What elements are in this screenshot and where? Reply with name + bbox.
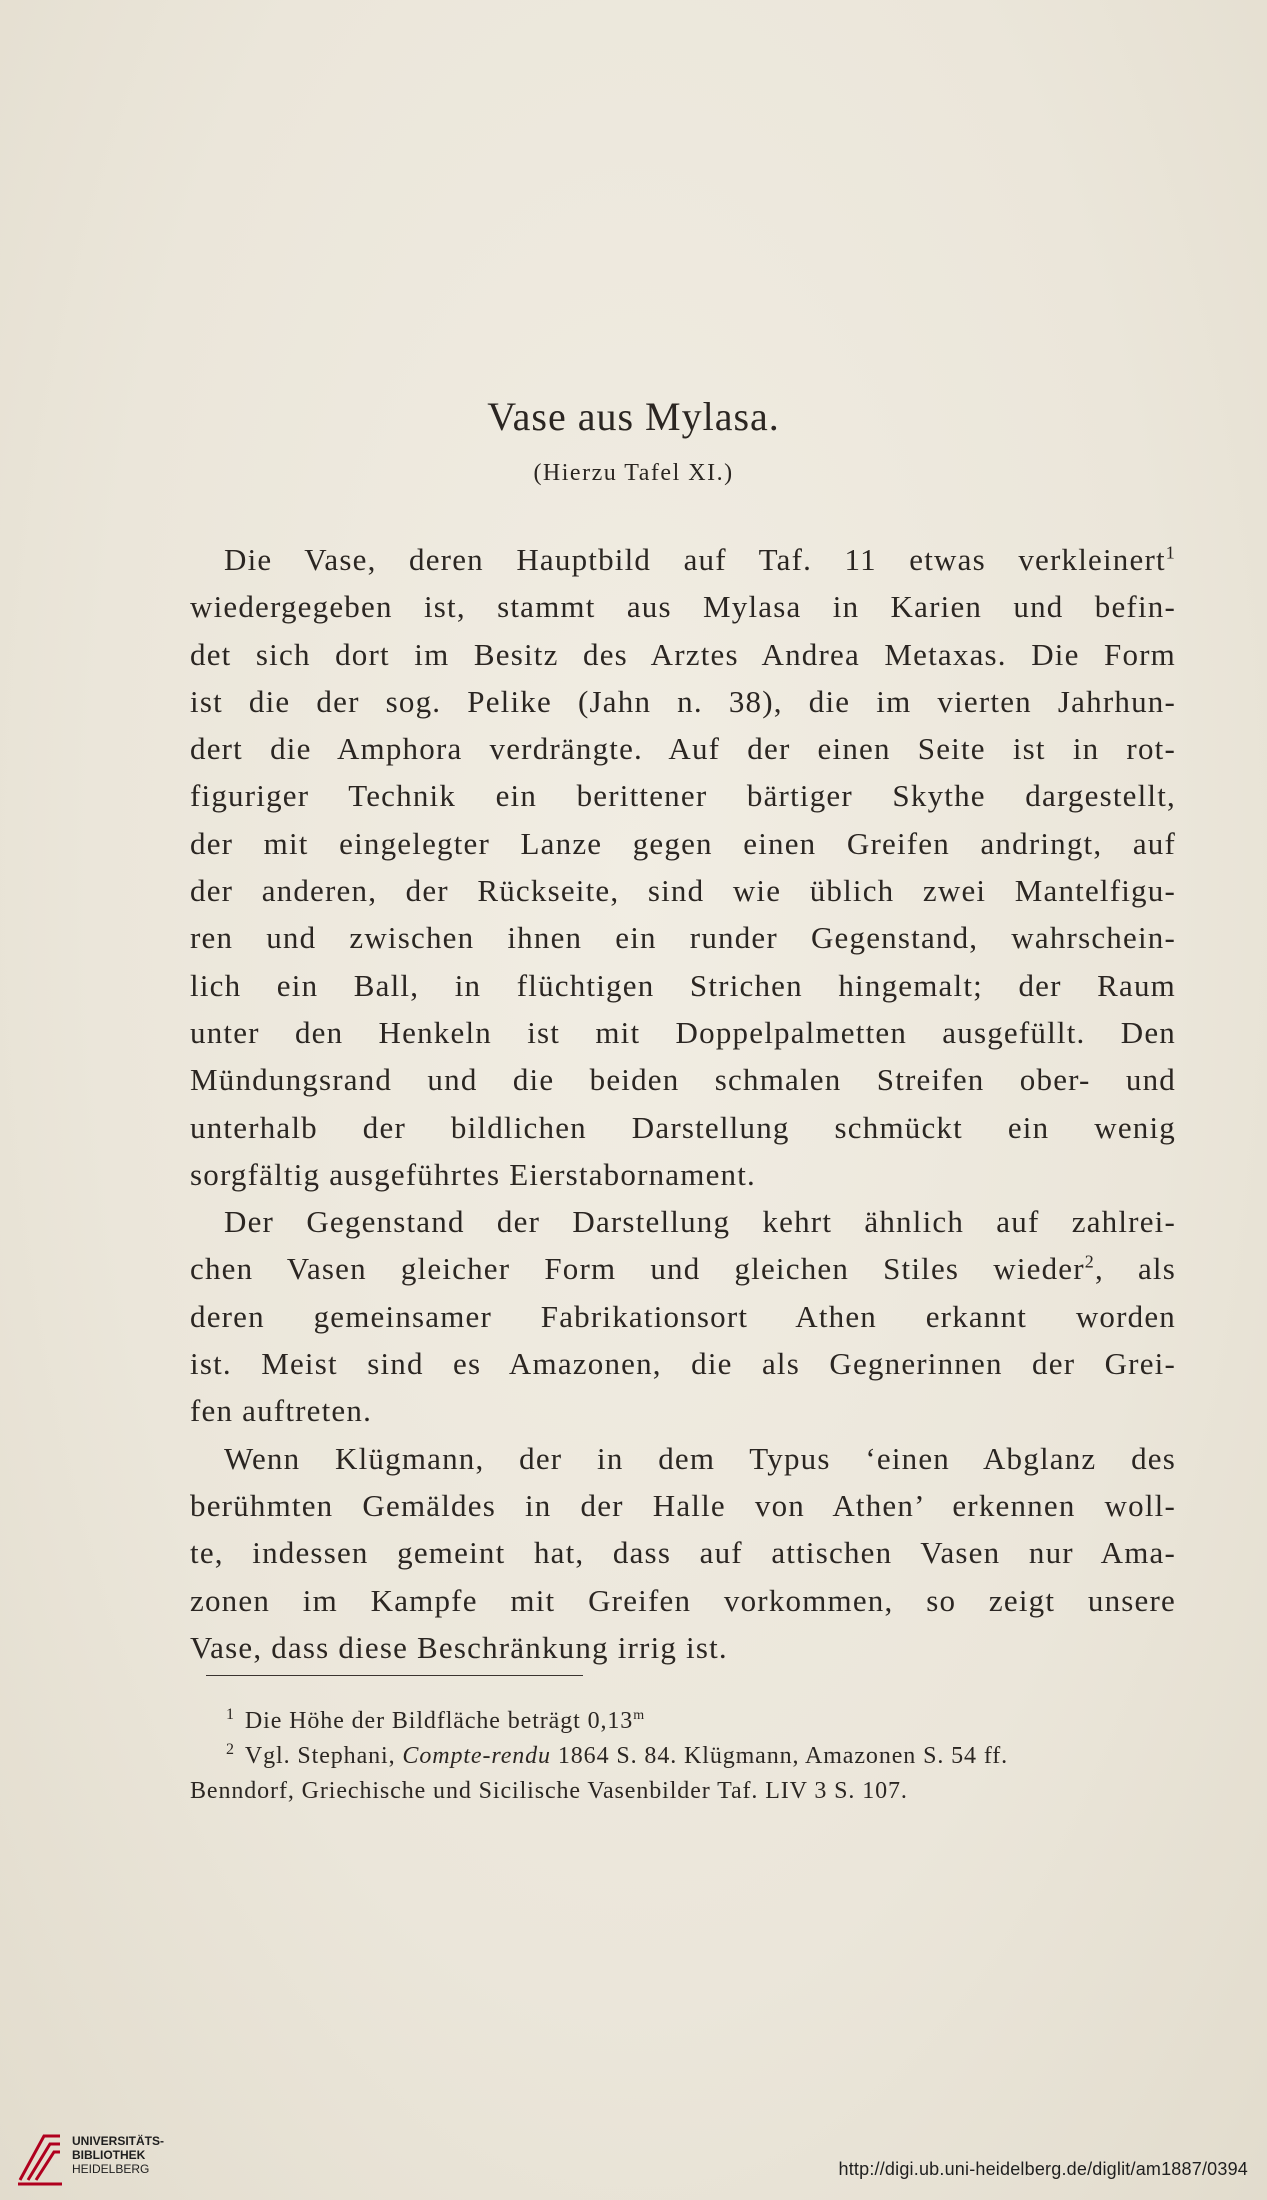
text-line: Der Gegenstand der Darstellung kehrt ähnlich auf zahlrei- xyxy=(224,1204,1176,1240)
footnote-italic-title: Compte-rendu xyxy=(402,1743,551,1769)
text-line: det sich dort im Besitz des Arztes Andrea Metaxas. Die Form xyxy=(190,636,1176,672)
text-line: berühmten Gemäldes in der Halle von Athen’ erkennen woll- xyxy=(190,1487,1176,1523)
text-line: dert die Amphora verdrängte. Auf der einen Seite ist in rot- xyxy=(190,731,1176,767)
library-logo-icon xyxy=(14,2130,66,2188)
body-text xyxy=(190,536,1176,1671)
footnotes xyxy=(190,1704,1120,1809)
text-line xyxy=(190,1245,1176,1292)
text-line: Mündungsrand und die beiden schmalen Streifen ober- und xyxy=(190,1062,1176,1098)
text-line: te, indessen gemeint hat, dass auf attischen Vasen nur Ama- xyxy=(190,1535,1176,1571)
unit-superscript: m xyxy=(633,1708,645,1723)
footnote-2-continued: Benndorf, Griechische und Sicilische Vasenbilder Taf. LIV 3 S. 107. xyxy=(190,1778,908,1804)
text-line: Vase, dass diese Beschränkung irrig ist. xyxy=(190,1629,728,1665)
text-line: der anderen, der Rückseite, sind wie üblich zwei Mantelfigu- xyxy=(190,873,1176,909)
library-name-line: HEIDELBERG xyxy=(72,2162,150,2176)
library-name-line: BIBLIOTHEK xyxy=(72,2148,146,2162)
text-line xyxy=(190,536,1176,583)
library-name-line: UNIVERSITÄTS- xyxy=(72,2134,165,2148)
page-subtitle: (Hierzu Tafel XI.) xyxy=(533,460,734,486)
text-line: zonen im Kampfe mit Greifen vorkommen, so zeigt unsere xyxy=(190,1582,1176,1618)
text-line: sorgfältig ausgeführtes Eierstabornament. xyxy=(190,1156,756,1192)
footnote-2 xyxy=(190,1739,1120,1774)
footnote-ref: 2 xyxy=(1084,1252,1095,1273)
source-url[interactable]: http://digi.ub.uni-heidelberg.de/diglit/am1887/0394 xyxy=(838,2159,1248,2179)
library-name xyxy=(72,2134,164,2176)
text-line: deren gemeinsamer Fabrikationsort Athen erkannt worden xyxy=(190,1298,1176,1334)
footnote-text: 1864 S. 84. Klügmann, Amazonen S. 54 ff. xyxy=(550,1743,1009,1769)
footnote-ref: 1 xyxy=(1165,542,1176,563)
text-run: chen Vasen gleicher Form und gleichen Stiles wieder xyxy=(190,1251,1085,1287)
text-line: wiedergegeben ist, stammt aus Mylasa in Karien und befin- xyxy=(190,589,1176,625)
footnote-text: Vgl. Stephani, xyxy=(244,1743,403,1769)
text-line: ren und zwischen ihnen ein runder Gegenstand, wahrschein- xyxy=(190,920,1176,956)
footnote-text: Die Höhe der Bildfläche beträgt 0,13 xyxy=(244,1708,634,1734)
text-line: unter den Henkeln ist mit Doppelpalmetten ausgefüllt. Den xyxy=(190,1014,1176,1050)
text-line: fen auftreten. xyxy=(190,1393,373,1429)
text-line: ist die der sog. Pelike (Jahn n. 38), die im vierten Jahrhun- xyxy=(190,683,1176,719)
text-run: , als xyxy=(1094,1251,1177,1287)
footnote-divider xyxy=(206,1675,583,1676)
footnote-1 xyxy=(190,1704,1120,1739)
text-line: lich ein Ball, in flüchtigen Strichen hingemalt; der Raum xyxy=(190,967,1176,1003)
footnote-number: 2 xyxy=(226,1741,235,1758)
text-line: ist. Meist sind es Amazonen, die als Gegnerinnen der Grei- xyxy=(190,1346,1176,1382)
text-line: figuriger Technik ein berittener bärtiger Skythe dargestellt, xyxy=(190,778,1176,814)
footnote-number: 1 xyxy=(226,1706,235,1723)
text-line: der mit eingelegter Lanze gegen einen Greifen andringt, auf xyxy=(190,825,1176,861)
text-line: unterhalb der bildlichen Darstellung schmückt ein wenig xyxy=(190,1109,1176,1145)
text-run: Die Vase, deren Hauptbild auf Taf. 11 etwas verkleinert xyxy=(224,542,1166,577)
text-line: Wenn Klügmann, der in dem Typus ‘einen Abglanz des xyxy=(224,1440,1176,1476)
page-title: Vase aus Mylasa. xyxy=(487,394,780,439)
